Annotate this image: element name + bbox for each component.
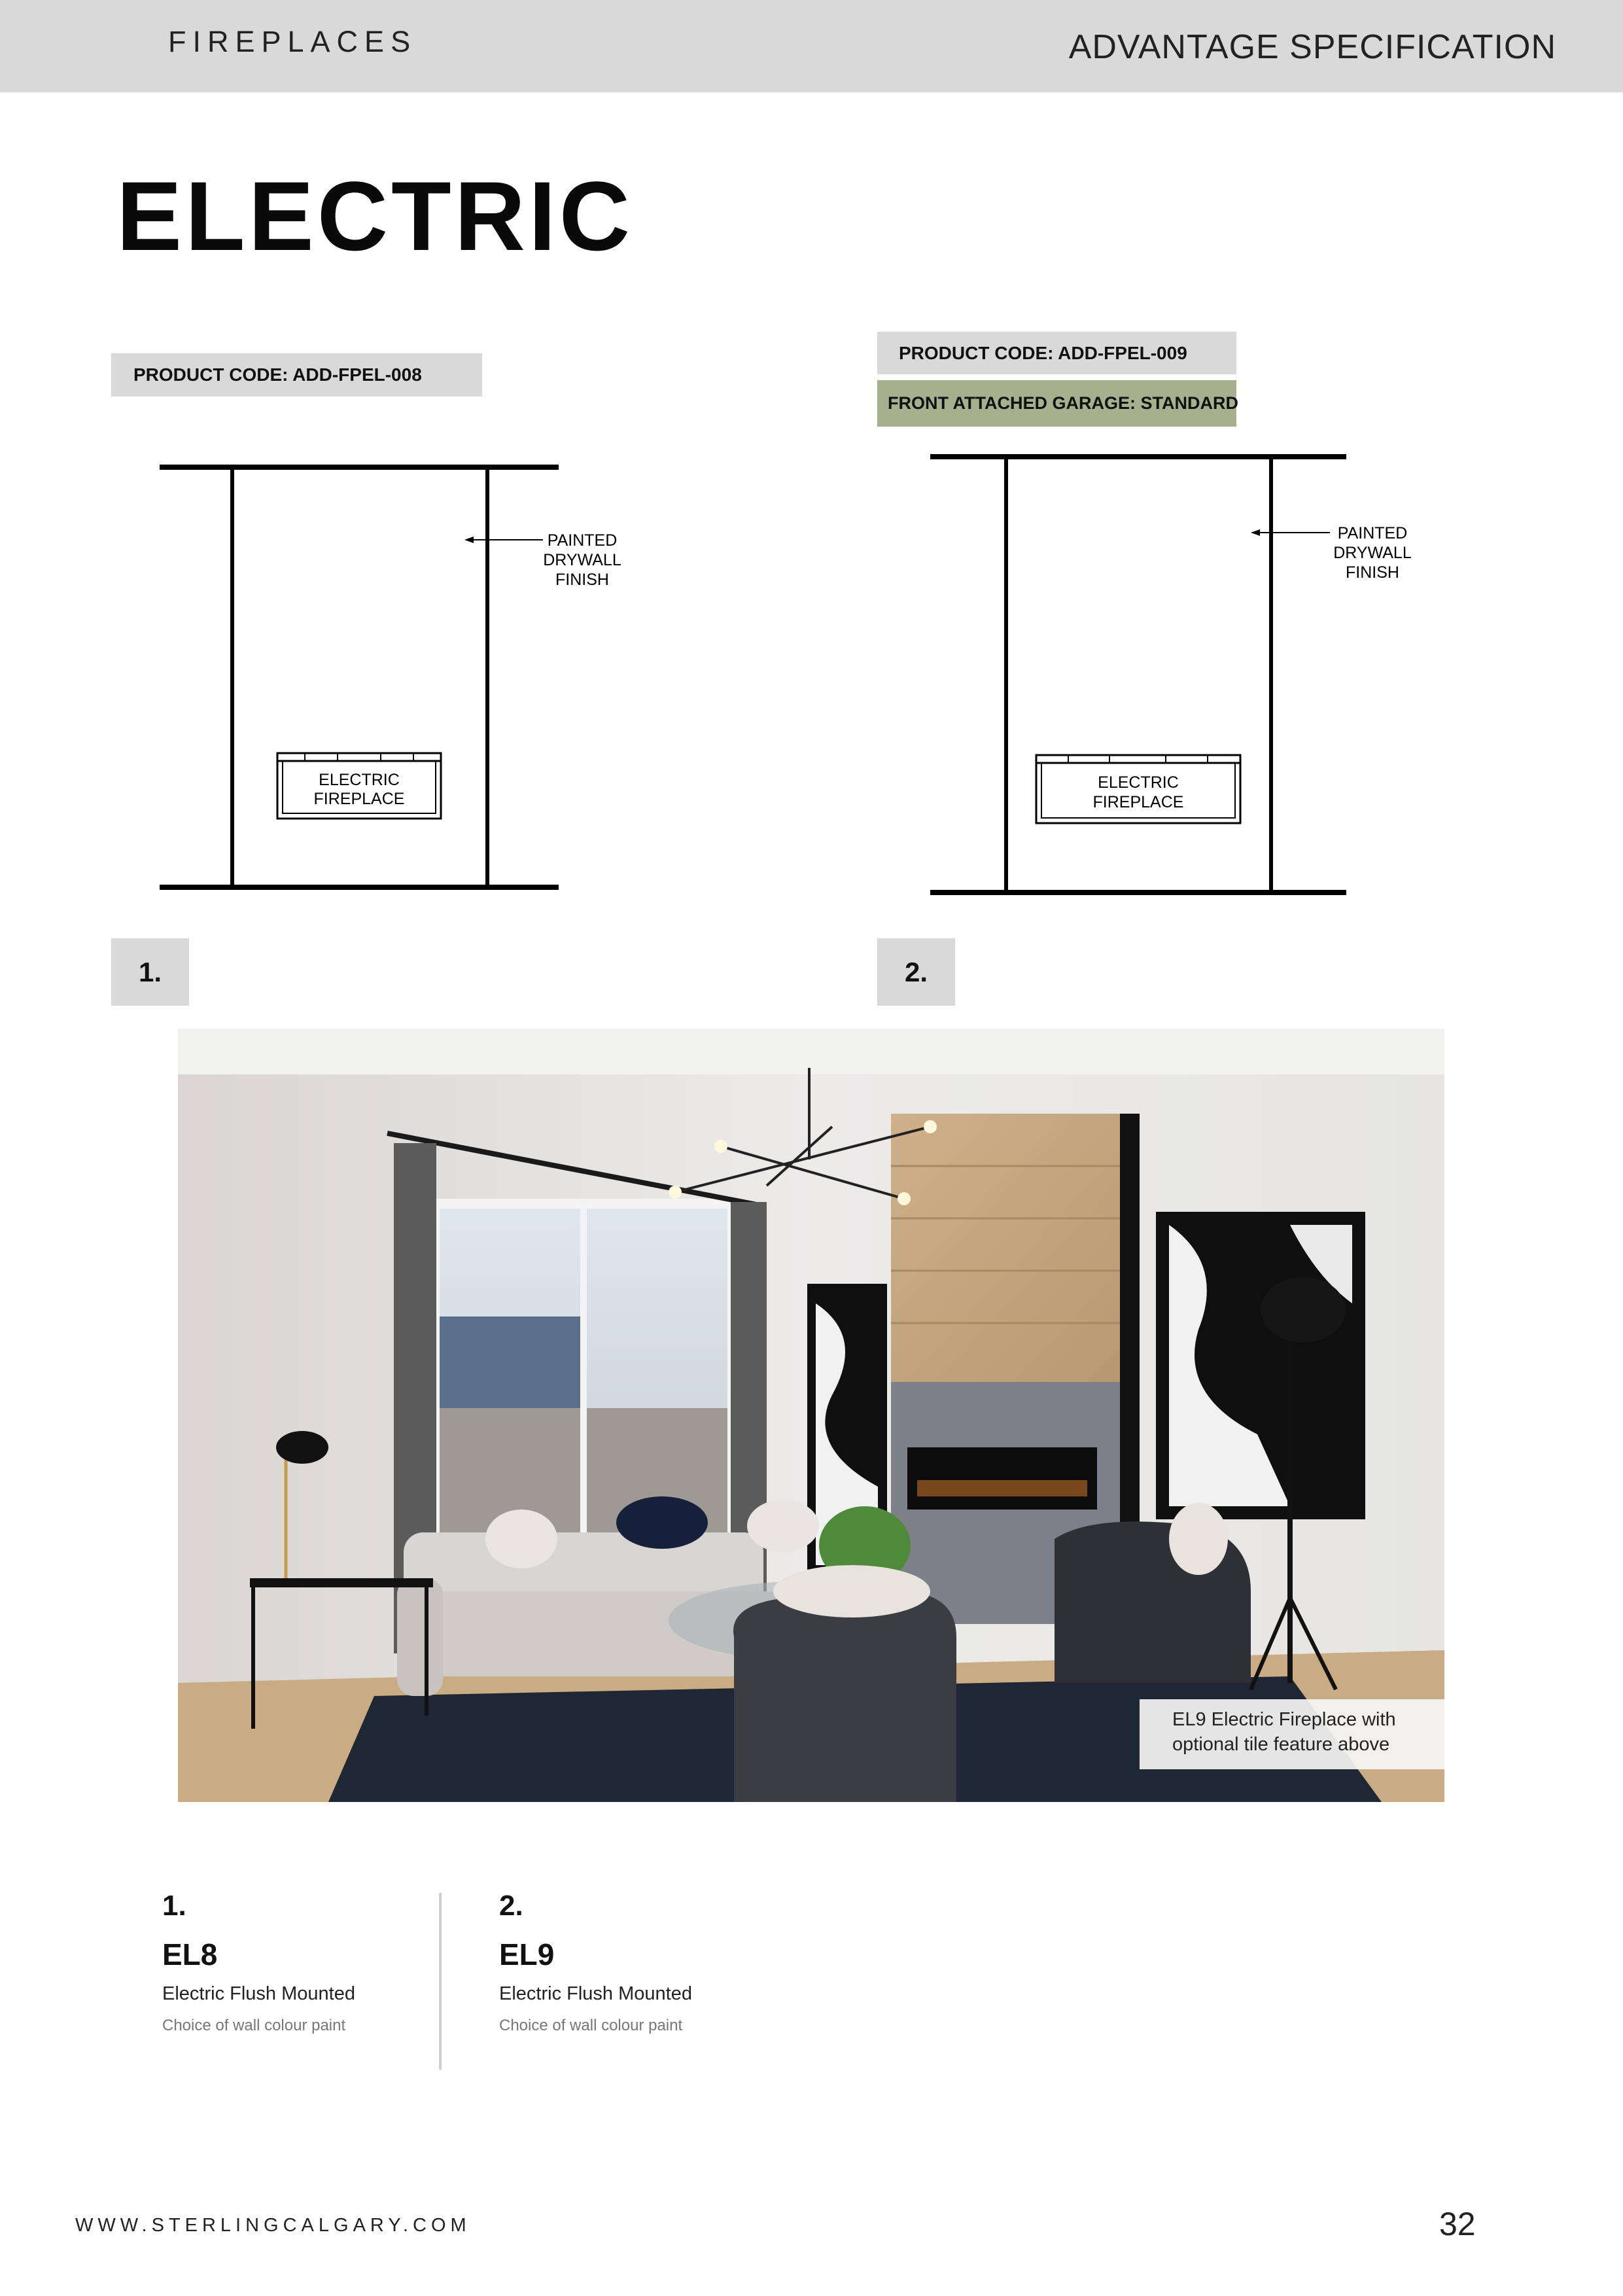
garage-standard-tag: FRONT ATTACHED GARAGE: STANDARD [877, 380, 1236, 427]
elevation-drawing-2 [928, 451, 1438, 903]
unit-label-line-1: ELECTRIC [1098, 773, 1179, 792]
product-type-1-wrap [162, 1983, 355, 2005]
wall-label-line-2: DRYWALL [543, 551, 621, 569]
wall-label-line-3: FINISH [1346, 563, 1399, 582]
website-link[interactable]: WWW.STERLINGCALGARY.COM [75, 2215, 471, 2236]
unit-label-line-1: ELECTRIC [319, 771, 400, 789]
product-model-2-wrap [499, 1937, 554, 1972]
model-note: Choice of wall colour paint [499, 2017, 683, 2034]
product-detail-2 [499, 1890, 523, 1922]
product-note-1-wrap [162, 2017, 345, 2035]
wall-label-line-3: FINISH [555, 571, 609, 589]
model-note: Choice of wall colour paint [162, 2017, 346, 2034]
page-title: ELECTRIC [116, 161, 633, 271]
product-model-1-wrap [162, 1937, 217, 1972]
wall-label-line-1: PAINTED [1337, 524, 1408, 542]
elevation-drawing-1 [157, 458, 654, 896]
unit-label-line-2: FIREPLACE [313, 790, 405, 808]
caption-line-1: EL9 Electric Fireplace with [1172, 1709, 1396, 1730]
section-label: FIREPLACES [168, 25, 417, 58]
model-type: Electric Flush Mounted [499, 1983, 692, 2004]
detail-divider [439, 1893, 442, 2070]
model-name: EL8 [162, 1937, 218, 1971]
detail-number: 2. [499, 1890, 523, 1922]
spec-label: ADVANTAGE SPECIFICATION [1068, 28, 1556, 66]
wall-label-line-2: DRYWALL [1333, 544, 1412, 562]
model-name: EL9 [499, 1937, 555, 1971]
product-note-2-wrap [499, 2017, 682, 2035]
product-code-tag-2: PRODUCT CODE: ADD-FPEL-009 [877, 332, 1236, 374]
photo-caption [1140, 1699, 1444, 1769]
detail-number: 1. [162, 1890, 186, 1922]
product-code-tag-1: PRODUCT CODE: ADD-FPEL-008 [111, 353, 482, 397]
drawing-number-2: 2. [877, 938, 955, 1006]
model-type: Electric Flush Mounted [162, 1983, 355, 2004]
living-room-photo [178, 1029, 1444, 1802]
product-type-2-wrap [499, 1983, 692, 2005]
caption-line-2: optional tile feature above [1172, 1734, 1390, 1755]
wall-label-line-1: PAINTED [547, 531, 618, 550]
page-number: 32 [1439, 2206, 1476, 2242]
drawing-number-1: 1. [111, 938, 189, 1006]
unit-label-line-2: FIREPLACE [1092, 793, 1184, 811]
product-detail-1 [162, 1890, 186, 1922]
